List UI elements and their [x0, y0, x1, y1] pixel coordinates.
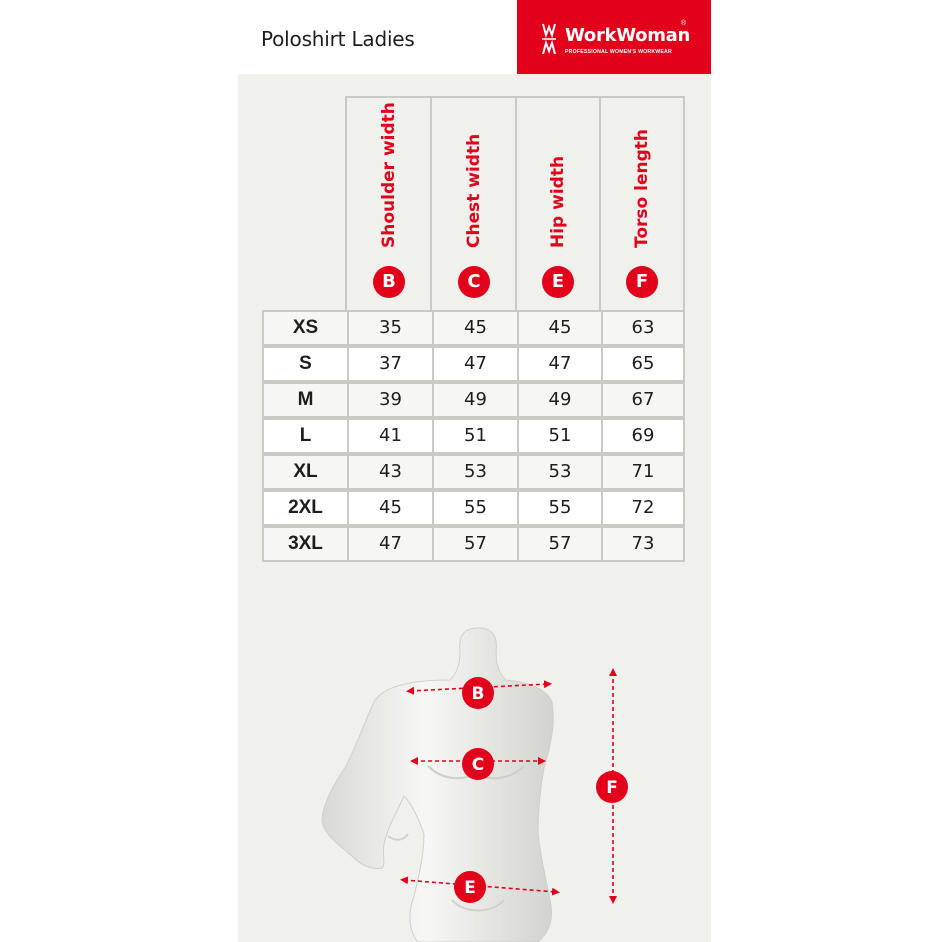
size-cell: XS	[262, 310, 349, 346]
badge-c: C	[458, 266, 490, 298]
value-cell: 49	[517, 382, 603, 418]
table-row	[262, 310, 685, 346]
value-cell: 37	[347, 346, 434, 382]
value-cell: 47	[347, 526, 434, 562]
value-cell: 45	[432, 310, 519, 346]
brand-tagline: PROFESSIONAL WOMEN'S WORKWEAR	[565, 49, 672, 55]
value-cell: 35	[347, 310, 434, 346]
marker-c-label: C	[471, 755, 485, 775]
brand-registered: ®	[681, 20, 687, 27]
marker-f-label: F	[606, 778, 618, 798]
workwoman-logo-icon	[542, 22, 562, 56]
value-cell: 55	[432, 490, 519, 526]
column-header-hip-width	[515, 96, 601, 312]
value-cell: 67	[601, 382, 685, 418]
column-label: Hip width	[548, 155, 568, 248]
badge-e: E	[542, 266, 574, 298]
value-cell: 53	[517, 454, 603, 490]
page-title: Poloshirt Ladies	[261, 27, 415, 51]
size-cell: 3XL	[262, 526, 349, 562]
value-cell: 63	[601, 310, 685, 346]
value-cell: 45	[517, 310, 603, 346]
value-cell: 43	[347, 454, 434, 490]
header	[238, 0, 711, 74]
mannequin-silhouette	[322, 628, 553, 942]
size-cell: XL	[262, 454, 349, 490]
value-cell: 72	[601, 490, 685, 526]
column-label: Torso length	[632, 129, 652, 248]
value-cell: 57	[517, 526, 603, 562]
value-cell: 71	[601, 454, 685, 490]
size-cell: L	[262, 418, 349, 454]
value-cell: 41	[347, 418, 434, 454]
table-row	[262, 346, 685, 382]
table-row	[262, 526, 685, 562]
value-cell: 47	[432, 346, 519, 382]
table-row	[262, 454, 685, 490]
table-row	[262, 382, 685, 418]
value-cell: 55	[517, 490, 603, 526]
size-cell: M	[262, 382, 349, 418]
value-cell: 47	[517, 346, 603, 382]
column-label: Shoulder width	[378, 102, 399, 248]
column-header-shoulder-width	[345, 96, 432, 312]
size-chart-card	[238, 0, 711, 942]
marker-e-label: E	[464, 878, 476, 898]
value-cell: 49	[432, 382, 519, 418]
marker-b-label: B	[471, 684, 485, 704]
value-cell: 73	[601, 526, 685, 562]
badge-b: B	[373, 266, 405, 298]
column-header-chest-width	[430, 96, 517, 312]
column-label: Chest width	[463, 133, 484, 248]
value-cell: 45	[347, 490, 434, 526]
brand-name: WorkWoman	[565, 25, 691, 46]
badge-f: F	[626, 266, 658, 298]
value-cell: 51	[517, 418, 603, 454]
brand-logo	[517, 0, 711, 74]
value-cell: 53	[432, 454, 519, 490]
value-cell: 57	[432, 526, 519, 562]
table-row	[262, 490, 685, 526]
value-cell: 65	[601, 346, 685, 382]
value-cell: 51	[432, 418, 519, 454]
table-row	[262, 418, 685, 454]
size-cell: 2XL	[262, 490, 349, 526]
value-cell: 69	[601, 418, 685, 454]
column-header-torso-length	[599, 96, 685, 312]
measurement-figure	[238, 600, 711, 942]
value-cell: 39	[347, 382, 434, 418]
size-cell: S	[262, 346, 349, 382]
